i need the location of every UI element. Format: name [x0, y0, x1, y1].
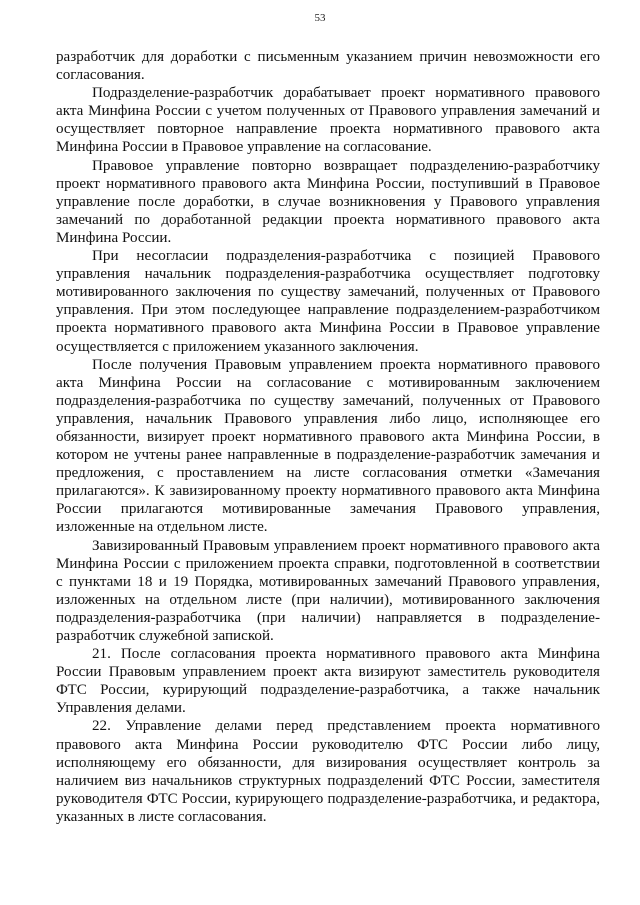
paragraph: разработчик для доработки с письменным указанием причин невозможности его согласования. [56, 49, 600, 84]
paragraph-item-21: 21. После согласования проекта нормативного правового акта Минфина России Правовым управлением проект акта визируют заместитель руководителя ФТС России, курирующий подразделение-разработчика, а также начальник Управления делами. [56, 646, 600, 717]
page-number: 53 [314, 12, 326, 24]
paragraph: При несогласии подразделения-разработчика с позицией Правового управления начальник подразделения-разработчика осуществляет подготовку мотивированного заключения по существу замечаний, полученных от Правового управления. При этом последующее направление подразделением-разработчиком проекта нормативного правового акта Минфина России в Правовое управление осуществляется с приложением указанного заключения. [56, 248, 600, 355]
paragraph-item-22: 22. Управление делами перед представлением проекта нормативного правового акта Минфина России руководителю ФТС России либо лицу, исполняющему его обязанности, для визирования осуществляет контроль за наличием виз начальников структурных подразделений ФТС России, заместителя руководителя ФТС России, курирующего подразделение-разработчика, и редактора, указанных в листе согласования. [56, 718, 600, 825]
paragraph: После получения Правовым управлением проекта нормативного правового акта Минфина России на согласование с мотивированным заключением подразделения-разработчика по существу замечаний, полученных от Правового управления, начальник Правового управления либо лицо, исполняющее его обязанности, визирует проект нормативного правового акта Минфина России, в котором не учтены ранее направленные в подразделение-разработчик замечания и предложения, с проставлением на листе согласования отметки «Замечания прилагаются». К завизированному проекту нормативного правового акта Минфина России прилагаются мотивированные замечания Правового управления, изложенные на отдельном листе. [56, 356, 600, 536]
paragraph: Завизированный Правовым управлением проект нормативного правового акта Минфина России с приложением проекта справки, подготовленной в соответствии с пунктами 18 и 19 Порядка, мотивированных замечаний Правового управления, изложенных на отдельном листе (при наличии), мотивированного заключения подразделения-разработчика (при наличии) направляется в подразделение-разработчик служебной запиской. [56, 537, 600, 644]
paragraph: Правовое управление повторно возвращает подразделению-разработчику проект нормативного правового акта Минфина России, поступивший в Правовое управление после доработки, в случае возникновения у Правового управления замечаний по доработанной редакции проекта нормативного правового акта Минфина России. [56, 157, 600, 246]
paragraph: Подразделение-разработчик дорабатывает проект нормативного правового акта Минфина России с учетом полученных от Правового управления замечаний и осуществляет повторное направление проекта нормативного правового акта Минфина России в Правовое управление на согласование. [56, 85, 600, 156]
document-body [56, 48, 600, 826]
